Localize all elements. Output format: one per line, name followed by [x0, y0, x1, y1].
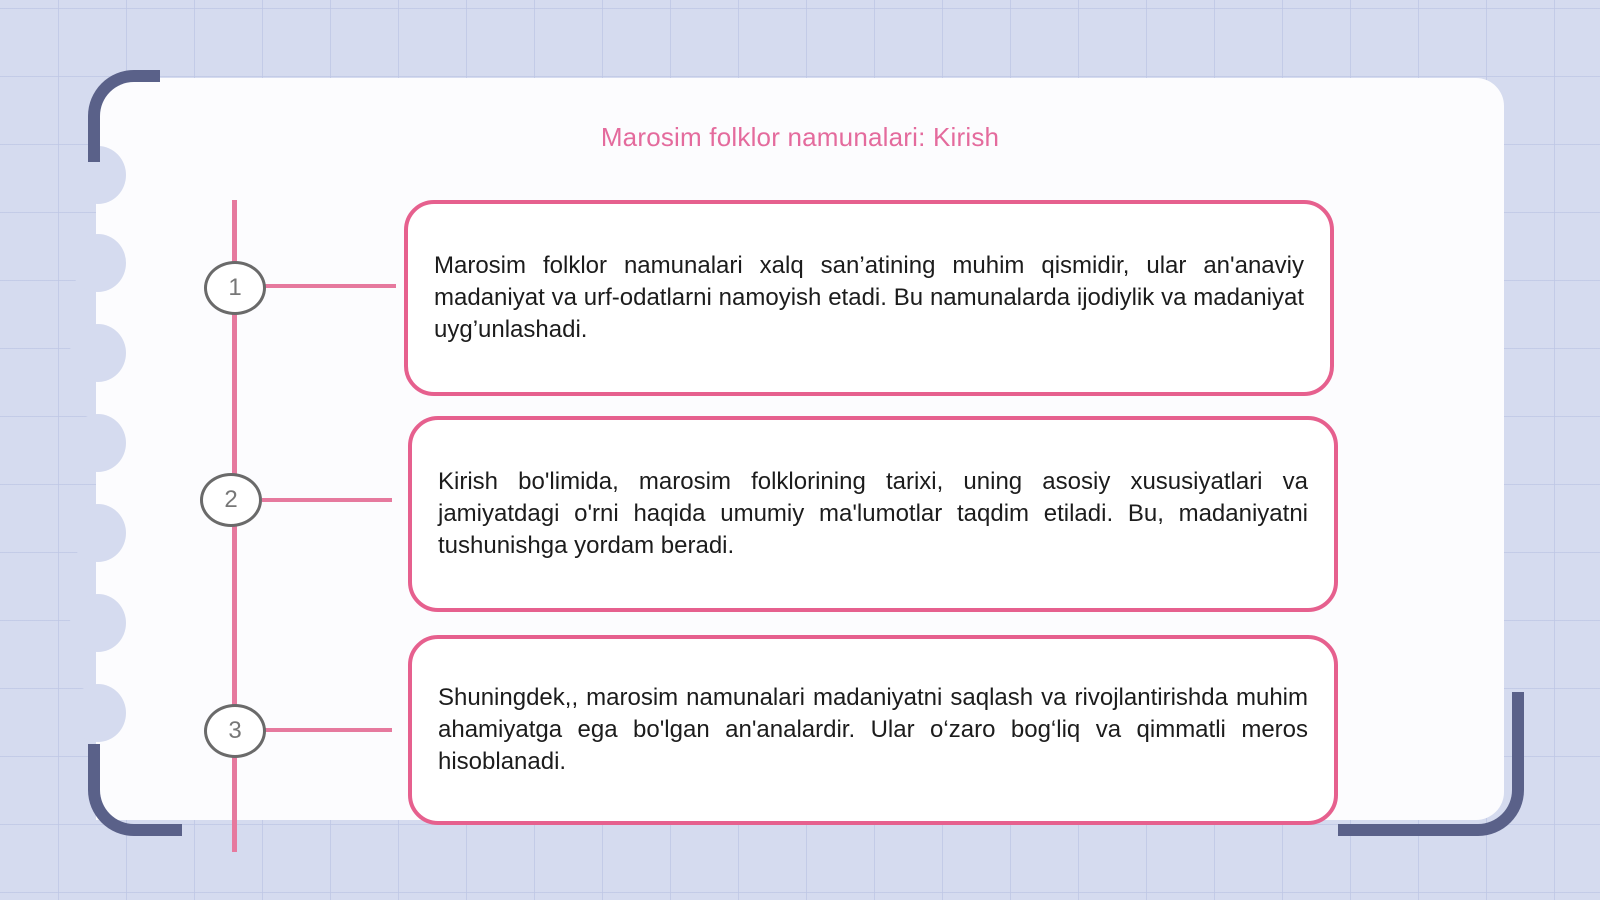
- step-card-3: [408, 635, 1338, 825]
- card-edge-notch: [70, 504, 126, 562]
- step-number-1: 1: [204, 261, 266, 315]
- step-number-2: 2: [200, 473, 262, 527]
- timeline-connector: [262, 498, 392, 502]
- timeline-connector: [264, 728, 392, 732]
- card-edge-notch: [70, 414, 126, 472]
- card-edge-notch: [70, 594, 126, 652]
- page-title: Marosim folklor namunalari: Kirish: [600, 122, 1000, 152]
- step-card-2: [408, 416, 1338, 612]
- step-text-2: Kirish bo'limida, marosim folklorining tarixi, uning asosiy xususiyatlari va jamiyatdagi o'rni haqida umumiy ma'lumotlar taqdim etiladi. Bu, madaniyatni tushunishga yordam beradi.: [438, 468, 1308, 559]
- corner-bracket-top-left: [88, 70, 160, 162]
- timeline-connector: [264, 284, 396, 288]
- step-number-3: 3: [204, 704, 266, 758]
- corner-bracket-bottom-left: [88, 744, 182, 836]
- step-text-1: Marosim folklor namunalari xalq san’atining muhim qismidir, ular an'anaviy madaniyat va urf-odatlarni namoyish etadi. Bu namunalarda ijodiylik va madaniyat uyg’unlashadi.: [434, 252, 1304, 343]
- step-text-3: Shuningdek,, marosim namunalari madaniyatni saqlash va rivojlantirishda muhim ahamiyatga ega bo'lgan an'analardir. Ular o‘zaro bog‘liq va qimmatli meros hisoblanadi.: [438, 684, 1308, 775]
- corner-bracket-bottom-right: [1338, 692, 1524, 836]
- card-edge-notch: [70, 684, 126, 742]
- step-card-1: [404, 200, 1334, 396]
- card-edge-notch: [70, 324, 126, 382]
- card-edge-notch: [70, 234, 126, 292]
